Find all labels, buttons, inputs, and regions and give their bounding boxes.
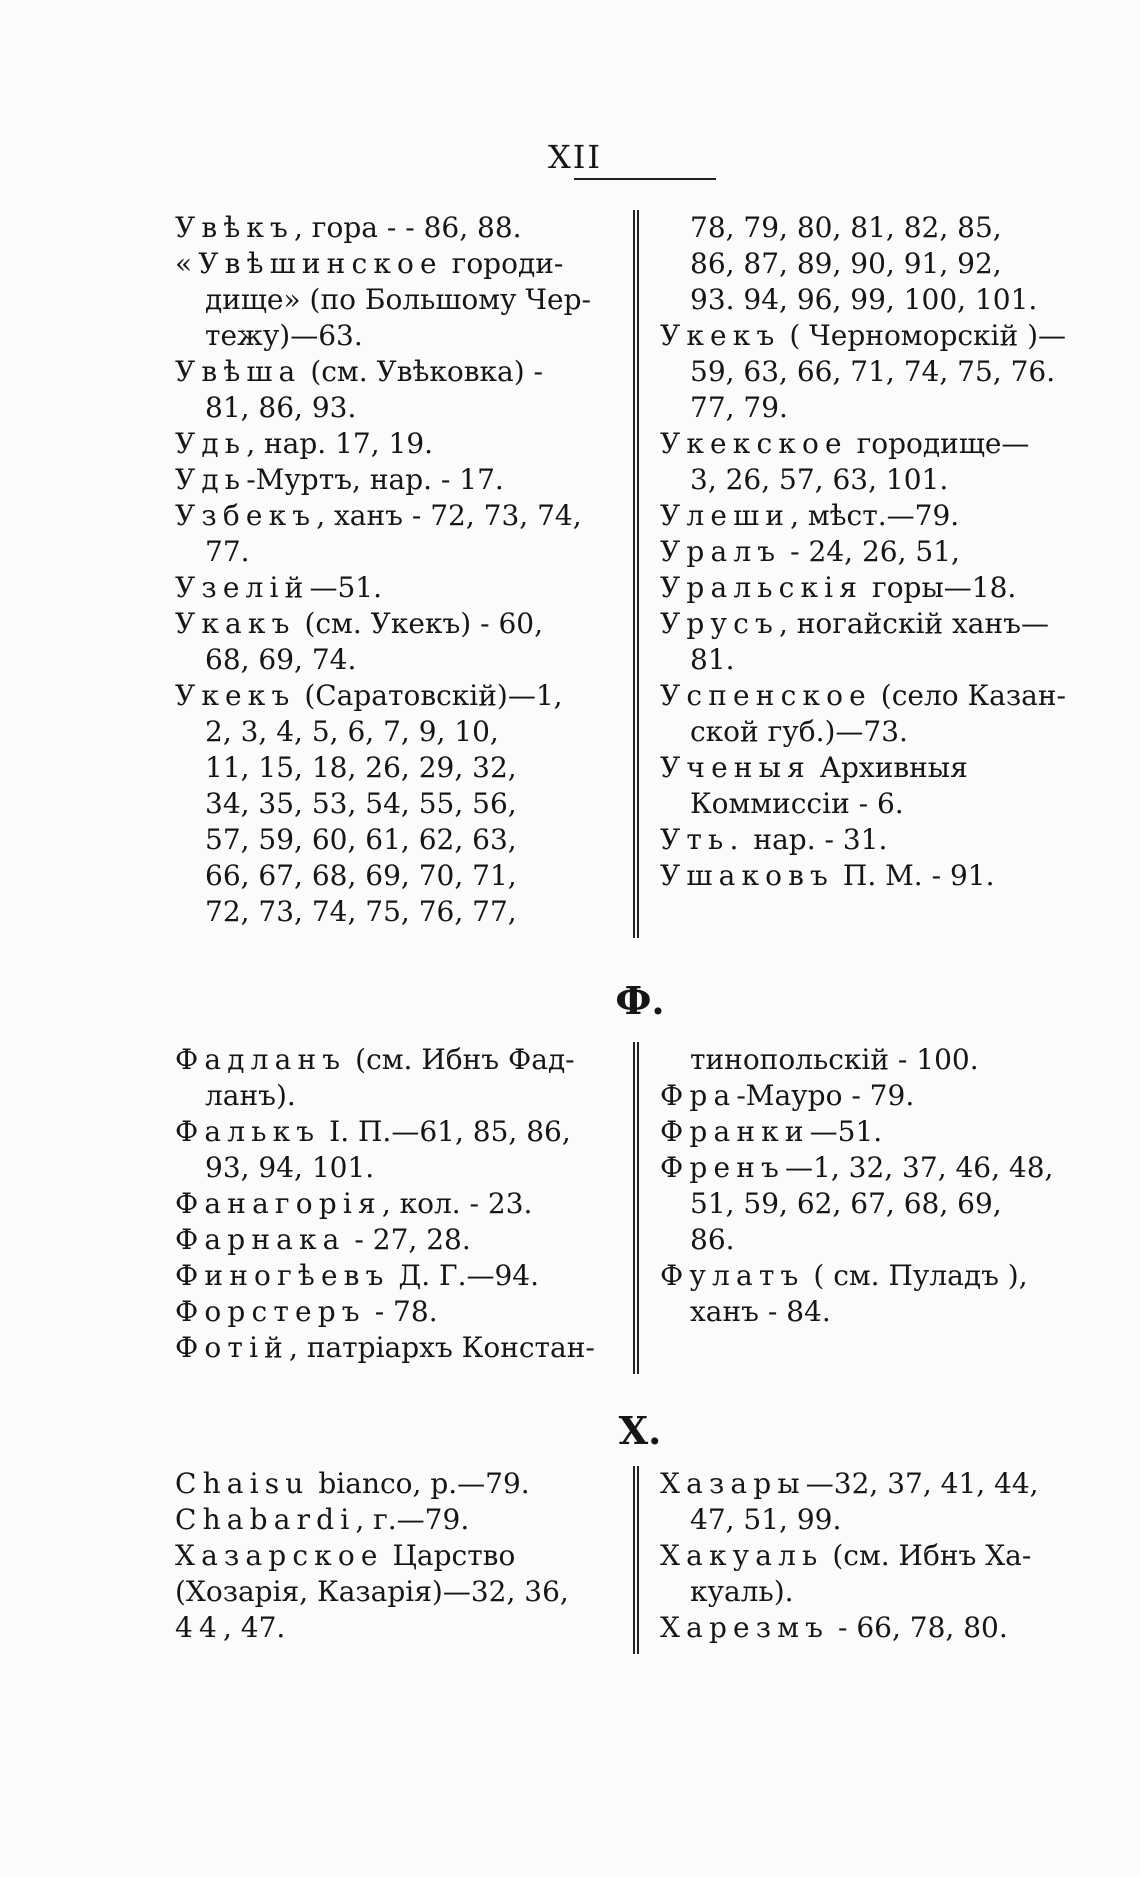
- index-entry-line: [175, 246, 625, 282]
- index-entry-line: [175, 1042, 625, 1078]
- index-headword: «Увѣшинское: [175, 247, 443, 280]
- index-entry-line: [175, 1502, 625, 1538]
- index-entry-line: [175, 1538, 625, 1574]
- index-headword: Уральскія: [660, 571, 864, 604]
- index-entry-line: [660, 426, 1110, 462]
- index-headword: Укекъ: [660, 319, 781, 352]
- index-entry-line: [660, 534, 1110, 570]
- right-column: [660, 1466, 1110, 1646]
- section-kh: [175, 1466, 1110, 1654]
- index-headword: Фра: [660, 1079, 737, 1112]
- index-references: , 47.: [222, 1611, 286, 1644]
- index-entry-line: [660, 1610, 1110, 1646]
- index-entry-line: 47, 51, 99.: [690, 1503, 842, 1536]
- index-references: П. М. - 91.: [834, 859, 995, 892]
- index-entry-line: 77, 79.: [690, 391, 788, 424]
- index-references: (см. Увѣковка) -: [301, 355, 543, 388]
- index-headword: Укакъ: [175, 607, 296, 640]
- index-references: - 66, 78, 80.: [829, 1611, 1008, 1644]
- index-entry-line: 93, 94, 101.: [205, 1151, 375, 1184]
- index-entry-line: 11, 15, 18, 26, 29, 32,: [205, 751, 517, 784]
- index-headword: Удь: [175, 427, 247, 460]
- index-references: -Муртъ, нар. - 17.: [246, 463, 504, 496]
- index-references: , ханъ - 72, 73, 74,: [316, 499, 582, 532]
- index-headword: Уралъ: [660, 535, 782, 568]
- index-entry-line: [660, 318, 1110, 354]
- index-entry-line: 78, 79, 80, 81, 82, 85,: [690, 211, 1002, 244]
- index-entry-line: [175, 678, 625, 714]
- index-entry-line: 86.: [690, 1223, 735, 1256]
- index-entry-line: [175, 426, 625, 462]
- index-entry-line: [175, 462, 625, 498]
- index-headword: Увѣша: [175, 355, 302, 388]
- column-divider: [633, 210, 639, 938]
- index-headword: Урусъ: [660, 607, 779, 640]
- index-entry-line: [660, 750, 1110, 786]
- index-entry-line: 93. 94, 96, 99, 100, 101.: [690, 283, 1038, 316]
- index-entry-line: 3, 26, 57, 63, 101.: [690, 463, 949, 496]
- index-entry-line: 72, 73, 74, 75, 76, 77,: [205, 895, 517, 928]
- right-column: [660, 210, 1110, 894]
- index-entry-line: тежу)—63.: [205, 319, 363, 352]
- index-entry-line: [175, 1186, 625, 1222]
- index-headword: Успенское: [660, 679, 872, 712]
- index-entry-line: [175, 354, 625, 390]
- index-headword: Укекское: [660, 427, 848, 460]
- index-entry-line: [660, 570, 1110, 606]
- index-entry-line: [175, 606, 625, 642]
- index-references: bianco, р.—79.: [309, 1467, 530, 1500]
- index-entry-line: [660, 1078, 1110, 1114]
- index-entry-line: [660, 1114, 1110, 1150]
- index-headword: Узелій: [175, 571, 310, 604]
- index-entry-line: [660, 1258, 1110, 1294]
- column-divider: [633, 1466, 639, 1654]
- index-references: -Мауро - 79.: [736, 1079, 915, 1112]
- index-entry-line: ланъ).: [205, 1079, 296, 1112]
- index-references: (см. Ибнъ Фад-: [346, 1043, 575, 1076]
- index-headword: Улеши: [660, 499, 791, 532]
- index-entry-line: 81.: [690, 643, 735, 676]
- index-entry-line: [175, 1258, 625, 1294]
- index-entry-line: дище» (по Большому Чер-: [205, 283, 591, 316]
- index-entry-line: [175, 1114, 625, 1150]
- index-entry-line: [660, 1466, 1110, 1502]
- index-references: (см. Укекъ) - 60,: [295, 607, 543, 640]
- section-u: [175, 210, 1110, 938]
- index-references: , кол. - 23.: [381, 1187, 533, 1220]
- index-references: —51.: [309, 571, 382, 604]
- index-references: горы—18.: [863, 571, 1017, 604]
- index-entry-line: [660, 606, 1110, 642]
- index-entry-line: Коммиссіи - 6.: [690, 787, 904, 820]
- index-headword: Уть.: [660, 823, 745, 856]
- index-headword: Форстеръ: [175, 1295, 366, 1328]
- index-headword: 44: [175, 1611, 223, 1644]
- index-headword: Ученыя: [660, 751, 811, 784]
- index-headword: Фанагорія: [175, 1187, 382, 1220]
- index-entry-line: 59, 63, 66, 71, 74, 75, 76.: [690, 355, 1056, 388]
- index-entry-line: 66, 67, 68, 69, 70, 71,: [205, 859, 517, 892]
- index-references: (см. Ибнъ Ха-: [823, 1539, 1032, 1572]
- index-entry-line: ханъ - 84.: [690, 1295, 831, 1328]
- index-entry-line: [175, 210, 625, 246]
- index-references: - 78.: [365, 1295, 438, 1328]
- page-number: XII: [547, 138, 603, 176]
- index-entry-line: 57, 59, 60, 61, 62, 63,: [205, 823, 517, 856]
- index-references: Царство: [383, 1539, 516, 1572]
- index-references: Д. Г.—94.: [389, 1259, 540, 1292]
- index-references: (Хозарія, Казарія)—32, 36,: [175, 1575, 569, 1608]
- index-headword: Френъ: [660, 1151, 786, 1184]
- index-references: , мѣст.—79.: [790, 499, 960, 532]
- index-entry-line: [175, 1466, 625, 1502]
- index-entry-line: [175, 1294, 625, 1330]
- right-column: [660, 1042, 1110, 1330]
- index-references: —51.: [809, 1115, 883, 1148]
- index-entry-line: 81, 86, 93.: [205, 391, 357, 424]
- index-headword: Хакуаль: [660, 1539, 824, 1572]
- index-entry-line: [175, 1222, 625, 1258]
- index-headword: Увѣкъ: [175, 211, 294, 244]
- index-headword: Фулатъ: [660, 1259, 805, 1292]
- index-references: (село Казан-: [871, 679, 1066, 712]
- index-entry-line: ской губ.)—73.: [690, 715, 908, 748]
- index-entry-line: [175, 1610, 625, 1646]
- index-entry-line: [660, 858, 1110, 894]
- index-entry-line: куаль).: [690, 1575, 794, 1608]
- index-entry-line: 34, 35, 53, 54, 55, 56,: [205, 787, 517, 820]
- index-entry-line: [175, 1330, 625, 1366]
- index-headword: Фадланъ: [175, 1043, 347, 1076]
- index-headword: Chaisu: [175, 1467, 310, 1500]
- index-references: , патріархъ Констан-: [289, 1331, 595, 1364]
- left-column: [175, 1466, 625, 1646]
- left-column: [175, 210, 625, 930]
- index-references: , гора - - 86, 88.: [294, 211, 522, 244]
- index-references: Архивныя: [810, 751, 968, 784]
- index-headword: Фотій: [175, 1331, 290, 1364]
- section-letter-f: Ф.: [615, 978, 665, 1023]
- index-entry-line: [660, 1538, 1110, 1574]
- index-headword: Харезмъ: [660, 1611, 830, 1644]
- column-divider: [633, 1042, 639, 1374]
- section-letter-kh: Х.: [618, 1408, 662, 1453]
- index-references: городище—: [847, 427, 1030, 460]
- index-headword: Ушаковъ: [660, 859, 835, 892]
- index-entry-line: 2, 3, 4, 5, 6, 7, 9, 10,: [205, 715, 499, 748]
- index-references: , нар. 17, 19.: [246, 427, 434, 460]
- index-entry-line: тинопольскій - 100.: [690, 1043, 979, 1076]
- index-references: (Саратовскій)—1,: [295, 679, 563, 712]
- left-column: [175, 1042, 625, 1366]
- index-entry-line: [175, 570, 625, 606]
- index-references: —1, 32, 37, 46, 48,: [785, 1151, 1054, 1184]
- index-entry-line: 68, 69, 74.: [205, 643, 357, 676]
- index-entry-line: [660, 498, 1110, 534]
- index-references: городи-: [442, 247, 564, 280]
- index-references: —32, 37, 41, 44,: [805, 1467, 1039, 1500]
- index-references: , ногайскій ханъ—: [778, 607, 1049, 640]
- index-entry-line: [175, 1574, 625, 1610]
- index-headword: Финогѣевъ: [175, 1259, 390, 1292]
- index-entry-line: 77.: [205, 535, 250, 568]
- index-entry-line: [660, 678, 1110, 714]
- index-entry-line: 51, 59, 62, 67, 68, 69,: [690, 1187, 1002, 1220]
- page-number-rule: [574, 178, 716, 180]
- section-f: [175, 1042, 1110, 1374]
- index-entry-line: [660, 1150, 1110, 1186]
- index-references: - 27, 28.: [345, 1223, 471, 1256]
- index-references: ( см. Пуладъ ),: [804, 1259, 1028, 1292]
- index-headword: Хазарское: [175, 1539, 384, 1572]
- index-entry-line: 86, 87, 89, 90, 91, 92,: [690, 247, 1002, 280]
- index-references: нар. - 31.: [744, 823, 888, 856]
- index-headword: Фарнака: [175, 1223, 346, 1256]
- index-headword: Удь: [175, 463, 247, 496]
- index-references: - 24, 26, 51,: [781, 535, 960, 568]
- index-headword: Укекъ: [175, 679, 296, 712]
- index-headword: Фалькъ: [175, 1115, 321, 1148]
- index-headword: Франки: [660, 1115, 810, 1148]
- index-references: , г.—79.: [355, 1503, 470, 1536]
- index-references: ( Черноморскій )—: [780, 319, 1066, 352]
- index-entry-line: [175, 498, 625, 534]
- index-headword: Хазары: [660, 1467, 806, 1500]
- index-headword: Chabardi: [175, 1503, 356, 1536]
- index-references: І. П.—61, 85, 86,: [320, 1115, 571, 1148]
- index-headword: Узбекъ: [175, 499, 317, 532]
- index-entry-line: [660, 822, 1110, 858]
